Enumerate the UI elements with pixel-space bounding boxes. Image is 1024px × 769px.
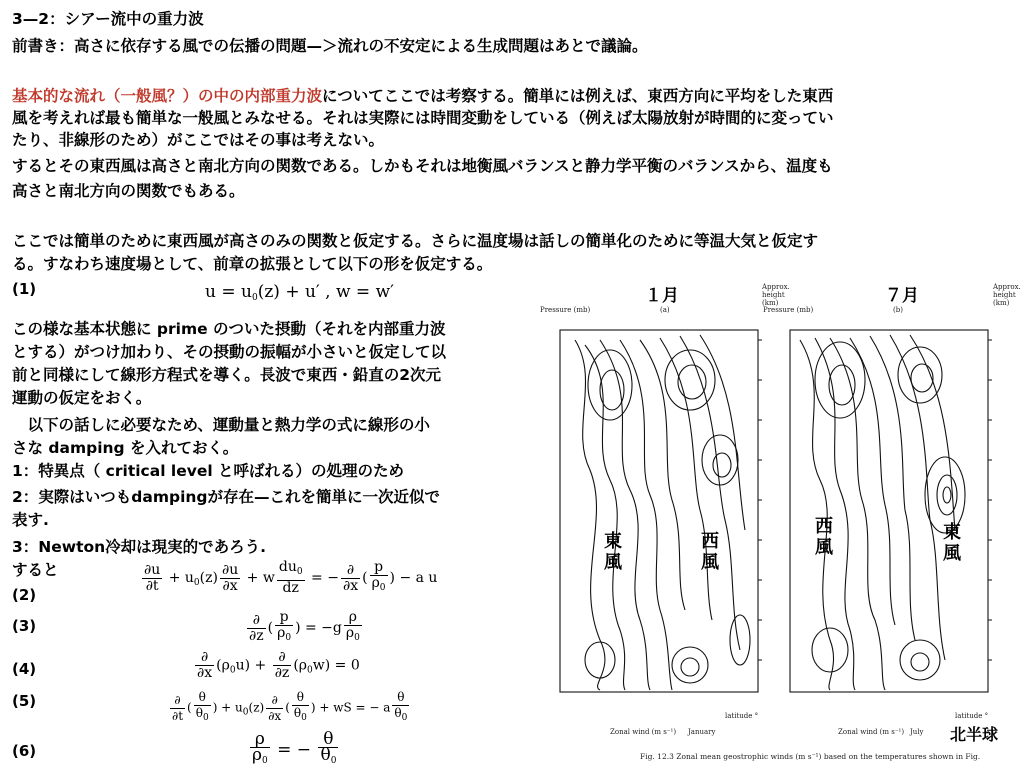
eq-label-3: (3): [12, 617, 37, 635]
para2-line2: る。すなわち速度場として、前章の拡張として以下の形を仮定する。: [12, 255, 493, 273]
para3-line10: 3：Newton冷却は現実的であろう.: [12, 538, 267, 556]
equation-4: $\frac{\partial}{\partial x}$ $(\rho_0u)$ + $\frac{\partial}{\partial z}$ $(\rho_0w) = 0$: [197, 649, 360, 681]
para1-line4: するとその東西風は高さと南北方向の関数である。しかもそれは地衡風バランスと静力学平衡のバランスから、温度も: [12, 157, 833, 175]
eq-label-5: (5): [12, 692, 37, 710]
hemisphere-label: 北半球: [950, 725, 999, 744]
para3-line9: 表す.: [12, 511, 49, 529]
figure-caption: Fig. 12.3 Zonal mean geostrophic winds (m s⁻¹) based on the temperatures shown in Fig.: [640, 752, 981, 761]
para1-line5: 高さと南北方向の関数でもある。: [12, 182, 245, 200]
para3-line6: さな damping を入れておく。: [12, 439, 239, 457]
equation-6: $\frac{\rho}{\rho_0}$ = − $\frac{\theta}{\theta_0}$: [252, 729, 337, 766]
para3-line5: 以下の話しに必要なため、運動量と熱力学の式に線形の小: [12, 416, 430, 434]
para3-line7: 1：特異点（ critical level と呼ばれる）の処理のため: [12, 462, 405, 480]
easterly-label-left: 東風: [604, 531, 622, 573]
preface-text: 前書き：高さに依存する風での伝播の問題—＞流れの不安定による生成問題はあとで議論。: [12, 37, 648, 55]
para3-line3: 前と同様にして線形方程式を導く。長波で東西・鉛直の2次元: [12, 366, 441, 384]
para3-line2: とする）がつけ加わり、その摂動の振幅が小さいと仮定して以: [12, 343, 447, 361]
eq-label-4: (4): [12, 660, 37, 678]
left-panel-frame: [560, 330, 758, 692]
pressure-axis-label-right: Pressure (mb): [763, 306, 814, 314]
westerly-label-left: 西風: [701, 531, 719, 573]
para1-line3: たり、非線形のため）がここではその事は考えない。: [12, 131, 385, 149]
para3-line8: 2：実際はいつもdampingが存在—これを簡単に一次近似で: [12, 488, 441, 506]
para1-line2: 風を考えれば最も簡単な一般風とみなせる。それは実際には時間変動をしている（例えば太陽放射が時間的に変ってい: [12, 109, 834, 127]
equation-1: $u = u_0(z) + u'$ , w = w′: [205, 282, 394, 303]
para3-line1: この様な基本状態に prime のついた摂動（それを内部重力波: [12, 320, 446, 338]
x-axis-month-right: July: [910, 728, 924, 736]
section-heading: 3—2：シアー流中の重力波: [12, 10, 204, 28]
latitude-label-left: latitude °: [725, 712, 759, 720]
westerly-label-right: 西風: [815, 516, 833, 558]
month-label-july: ７月: [885, 286, 919, 306]
easterly-label-right: 東風: [943, 522, 961, 564]
height-axis-label-right: Approx. height (km): [993, 283, 1021, 307]
height-axis-label-left: Approx. height (km): [762, 283, 790, 307]
para1-line1-rest: についてここでは考察する。簡単には例えば、東西方向に平均をした東西: [322, 87, 834, 105]
equation-2: $\frac{\partial u}{\partial t}$ + $u_0(z)$ $\frac{\partial u}{\partial x}$ + w $\frac{du_0}{dz}$ = − $\frac{\partial}{\partial x}$ ( $\frac{p}{\rho_0}$ ) − a u: [144, 559, 438, 596]
highlighted-phrase: 基本的な流れ（一般風？）の中の内部重力波: [12, 87, 323, 105]
month-label-january: １月: [645, 286, 679, 306]
equation-5: $\frac{\partial}{\partial t}$ ( $\frac{\theta}{\theta_0}$ ) + $u_0(z)$ $\frac{\partial}{\partial x}$ ( $\frac{\theta}{\theta_0}$ ) + wS = − a $\frac{\theta}{\theta_0}$: [172, 690, 408, 723]
x-axis-month-left: January: [688, 728, 716, 736]
para3-line4: 運動の仮定をおく。: [12, 389, 152, 407]
para2-line1: ここでは簡単のために東西風が高さのみの関数と仮定する。さらに温度場は話しの簡単化のために等温大気と仮定す: [12, 232, 819, 250]
panel-label-b: (b): [893, 306, 903, 314]
right-panel-frame: [790, 330, 988, 692]
eq-label-1: (1): [12, 280, 37, 298]
pressure-axis-label-left: Pressure (mb): [540, 306, 591, 314]
panel-label-a: (a): [660, 306, 670, 314]
para1-line1: [12, 85, 833, 107]
x-axis-label-left: Zonal wind (m s⁻¹): [610, 728, 677, 736]
eq-label-2: (2): [12, 586, 37, 604]
x-axis-label-right: Zonal wind (m s⁻¹): [838, 728, 905, 736]
equation-3: $\frac{\partial}{\partial z}$ ( $\frac{p}{\rho_0}$ ) = −g $\frac{\rho}{\rho_0}$: [249, 609, 360, 644]
latitude-label-right: latitude °: [955, 712, 989, 720]
para3-line11: すると: [12, 561, 59, 579]
eq-label-6: (6): [12, 742, 37, 760]
